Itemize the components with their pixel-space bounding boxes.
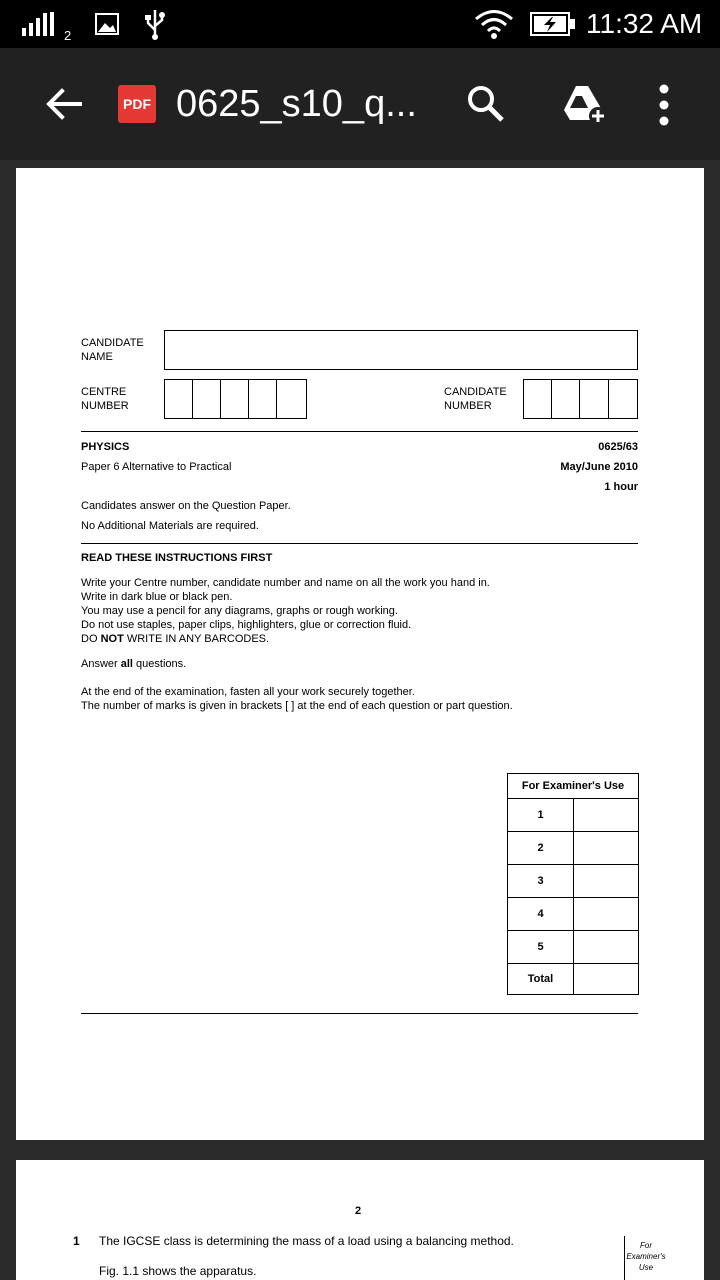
examiner-mark-cell [573,864,639,898]
exam-duration: 1 hour [604,481,638,493]
pdf-file-icon: PDF [118,85,156,123]
candidate-number-box [551,379,580,419]
divider [81,1013,638,1014]
image-notification-icon [95,13,119,35]
page-number: 2 [355,1205,362,1217]
examiner-mark-cell [573,963,639,995]
sim-badge: 2 [64,28,72,43]
paper-code: 0625/63 [598,441,638,453]
instruction-line: Write your Centre number, candidate number and name on all the work you hand in. [81,577,490,589]
candidate-name-label: CANDIDATE NAME [81,337,144,363]
examiner-row-label: 2 [507,831,574,865]
status-bar [0,0,720,48]
examiner-mark-cell [573,831,639,865]
end-instructions: At the end of the examination, fasten all your work securely together. The number of marks is given in brackets [ ] at the end of each question or part question. [81,686,513,712]
add-to-drive-icon[interactable] [560,82,608,126]
examiner-mark-cell [573,930,639,964]
back-arrow-icon[interactable] [44,86,84,122]
app-toolbar [0,48,720,160]
centre-number-box [276,379,307,419]
centre-number-label: CENTRE NUMBER [81,386,129,412]
instructions-heading: READ THESE INSTRUCTIONS FIRST [81,552,273,564]
clock: 11:32 AM [586,8,703,39]
answer-on-paper-text: Candidates answer on the Question Paper. [81,500,291,512]
candidate-number-box [579,379,609,419]
usb-icon [143,8,167,40]
answer-all-text: Answer all questions. [81,658,187,670]
centre-number-box [164,379,193,419]
instruction-line: Write in dark blue or black pen. [81,591,233,603]
divider [81,543,638,544]
centre-number-box [220,379,249,419]
candidate-name-box [164,330,638,370]
examiner-use-header: For Examiner's Use [507,773,639,799]
subject-title: PHYSICS [81,441,130,453]
pdf-page-2[interactable] [16,1160,704,1280]
file-title: 0625_s10_q... [176,83,417,125]
divider [81,431,638,432]
centre-number-box [248,379,277,419]
examiner-mark-cell [573,798,639,832]
question-text: The IGCSE class is determining the mass of a load using a balancing method. [99,1234,514,1248]
question-subtext: Fig. 1.1 shows the apparatus. [99,1264,257,1278]
candidate-number-label: CANDIDATE NUMBER [444,386,507,412]
examiner-row-label: Total [507,963,574,995]
instruction-line: You may use a pencil for any diagrams, graphs or rough working. [81,605,398,617]
examiners-use-margin-note: For Examiner's Use [626,1241,666,1272]
candidate-number-box [523,379,552,419]
examiner-mark-cell [573,897,639,931]
centre-number-box [192,379,221,419]
no-materials-text: No Additional Materials are required. [81,520,259,532]
exam-session: May/June 2010 [560,461,638,473]
pdf-page-1[interactable] [16,168,704,1140]
instructions-list [81,576,490,646]
examiner-row-label: 4 [507,897,574,931]
search-icon[interactable] [466,84,506,124]
examiner-row-label: 3 [507,864,574,898]
examiner-row-label: 1 [507,798,574,832]
more-options-icon[interactable] [652,84,676,126]
candidate-number-box [608,379,638,419]
battery-charging-icon [530,12,576,36]
instruction-line: DO NOT WRITE IN ANY BARCODES. [81,633,270,645]
instruction-line: Do not use staples, paper clips, highlighters, glue or correction fluid. [81,619,412,631]
examiner-row-label: 5 [507,930,574,964]
signal-icon [22,12,62,38]
paper-title: Paper 6 Alternative to Practical [81,461,232,473]
wifi-icon [474,8,514,40]
question-number: 1 [73,1234,80,1248]
